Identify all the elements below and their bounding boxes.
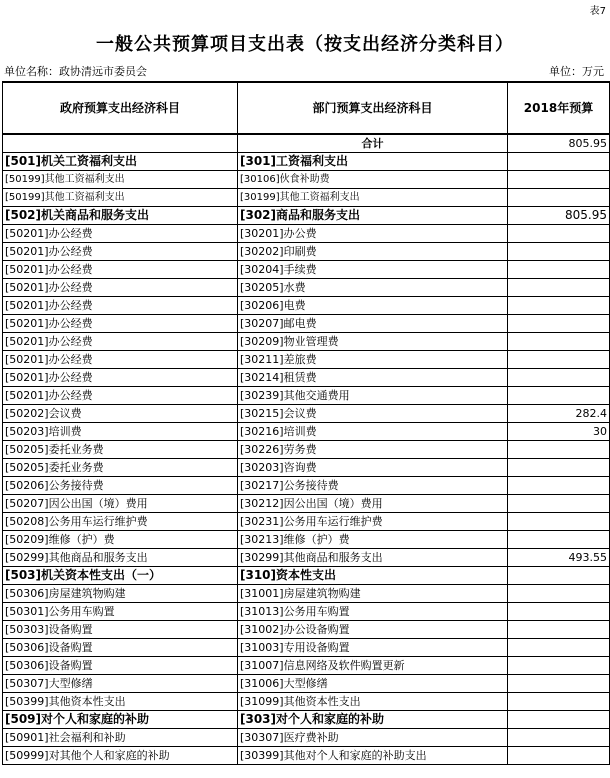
budget-amount-cell xyxy=(508,387,610,405)
dept-subject-cell: [303]对个人和家庭的补助 xyxy=(238,711,508,729)
budget-amount-cell: 282.4 xyxy=(508,405,610,423)
gov-subject-cell: [50201]办公经费 xyxy=(3,297,238,315)
budget-amount-cell xyxy=(508,567,610,585)
budget-amount-cell xyxy=(508,351,610,369)
dept-subject-cell: [30212]因公出国（境）费用 xyxy=(238,495,508,513)
table-row xyxy=(3,171,610,189)
dept-subject-cell: [30215]会议费 xyxy=(238,405,508,423)
gov-subject-cell: [50201]办公经费 xyxy=(3,333,238,351)
gov-subject-cell: [50201]办公经费 xyxy=(3,315,238,333)
dept-subject-cell: [30214]租赁费 xyxy=(238,369,508,387)
budget-amount-cell xyxy=(508,657,610,675)
table-row xyxy=(3,369,610,387)
page-title: 一般公共预算项目支出表（按支出经济分类科目） xyxy=(96,34,514,55)
gov-subject-cell: [50306]房屋建筑物购建 xyxy=(3,585,238,603)
dept-subject-cell: [30226]劳务费 xyxy=(238,441,508,459)
gov-subject-cell: [502]机关商品和服务支出 xyxy=(3,207,238,225)
dept-subject-cell: [31006]大型修缮 xyxy=(238,675,508,693)
table-row xyxy=(3,297,610,315)
table-row xyxy=(3,243,610,261)
total-blank xyxy=(3,134,238,153)
gov-subject-cell: [50206]公务接待费 xyxy=(3,477,238,495)
gov-subject-cell: [50201]办公经费 xyxy=(3,279,238,297)
gov-subject-cell: [50208]公务用车运行维护费 xyxy=(3,513,238,531)
gov-subject-cell: [50399]其他资本性支出 xyxy=(3,693,238,711)
gov-subject-cell: [50201]办公经费 xyxy=(3,387,238,405)
gov-subject-cell: [501]机关工资福利支出 xyxy=(3,153,238,171)
dept-subject-cell: [31013]公务用车购置 xyxy=(238,603,508,621)
table-row xyxy=(3,333,610,351)
table-row xyxy=(3,585,610,603)
budget-table xyxy=(2,81,610,765)
budget-amount-cell xyxy=(508,747,610,765)
gov-subject-cell: [50306]设备购置 xyxy=(3,657,238,675)
table-row xyxy=(3,189,610,207)
table-row xyxy=(3,495,610,513)
dept-subject-cell: [302]商品和服务支出 xyxy=(238,207,508,225)
dept-subject-cell: [30211]差旅费 xyxy=(238,351,508,369)
unit-currency: 单位：万元 xyxy=(549,65,604,78)
budget-amount-cell xyxy=(508,621,610,639)
dept-subject-cell: [30217]公务接待费 xyxy=(238,477,508,495)
gov-subject-cell: [50199]其他工资福利支出 xyxy=(3,171,238,189)
gov-subject-cell: [50303]设备购置 xyxy=(3,621,238,639)
dept-subject-cell: [30202]印刷费 xyxy=(238,243,508,261)
budget-amount-cell xyxy=(508,189,610,207)
gov-subject-cell: [50205]委托业务费 xyxy=(3,459,238,477)
dept-subject-cell: [30205]水费 xyxy=(238,279,508,297)
dept-subject-cell: [31001]房屋建筑物购建 xyxy=(238,585,508,603)
table-row xyxy=(3,639,610,657)
dept-subject-cell: [30199]其他工资福利支出 xyxy=(238,189,508,207)
dept-subject-cell: [30299]其他商品和服务支出 xyxy=(238,549,508,567)
budget-amount-cell xyxy=(508,279,610,297)
table-row xyxy=(3,459,610,477)
table-row xyxy=(3,747,610,765)
budget-amount-cell xyxy=(508,531,610,549)
table-number: 表7 xyxy=(589,6,606,17)
dept-subject-cell: [30216]培训费 xyxy=(238,423,508,441)
budget-amount-cell xyxy=(508,315,610,333)
budget-amount-cell xyxy=(508,297,610,315)
budget-amount-cell xyxy=(508,477,610,495)
budget-amount-cell xyxy=(508,225,610,243)
category-row xyxy=(3,711,610,729)
dept-subject-cell: [30231]公务用车运行维护费 xyxy=(238,513,508,531)
header-budget-2018: 2018年预算 xyxy=(508,82,610,134)
table-row xyxy=(3,279,610,297)
table-row xyxy=(3,513,610,531)
table-row xyxy=(3,621,610,639)
gov-subject-cell: [50209]维修（护）费 xyxy=(3,531,238,549)
table-row xyxy=(3,549,610,567)
budget-amount-cell xyxy=(508,729,610,747)
gov-subject-cell: [50201]办公经费 xyxy=(3,261,238,279)
total-amount: 805.95 xyxy=(508,134,610,153)
category-row xyxy=(3,207,610,225)
table-row xyxy=(3,387,610,405)
table-row xyxy=(3,657,610,675)
gov-subject-cell: [50207]因公出国（境）费用 xyxy=(3,495,238,513)
table-row xyxy=(3,261,610,279)
dept-subject-cell: [30399]其他对个人和家庭的补助支出 xyxy=(238,747,508,765)
budget-amount-cell xyxy=(508,603,610,621)
table-row xyxy=(3,441,610,459)
dept-subject-cell: [30213]维修（护）费 xyxy=(238,531,508,549)
budget-amount-cell xyxy=(508,693,610,711)
budget-amount-cell xyxy=(508,675,610,693)
header-gov-subject: 政府预算支出经济科目 xyxy=(3,82,238,134)
dept-subject-cell: [30201]办公费 xyxy=(238,225,508,243)
header-dept-subject: 部门预算支出经济科目 xyxy=(238,82,508,134)
budget-amount-cell xyxy=(508,171,610,189)
table-row xyxy=(3,693,610,711)
dept-subject-cell: [30239]其他交通费用 xyxy=(238,387,508,405)
category-row xyxy=(3,153,610,171)
budget-amount-cell xyxy=(508,495,610,513)
table-row xyxy=(3,315,610,333)
table-row xyxy=(3,531,610,549)
dept-subject-cell: [30209]物业管理费 xyxy=(238,333,508,351)
budget-amount-cell: 805.95 xyxy=(508,207,610,225)
budget-amount-cell: 30 xyxy=(508,423,610,441)
dept-subject-cell: [30106]伙食补助费 xyxy=(238,171,508,189)
table-header-row xyxy=(3,82,610,134)
gov-subject-cell: [50201]办公经费 xyxy=(3,369,238,387)
budget-amount-cell xyxy=(508,261,610,279)
gov-subject-cell: [50201]办公经费 xyxy=(3,225,238,243)
budget-amount-cell xyxy=(508,513,610,531)
dept-subject-cell: [301]工资福利支出 xyxy=(238,153,508,171)
dept-subject-cell: [31099]其他资本性支出 xyxy=(238,693,508,711)
table-row xyxy=(3,675,610,693)
gov-subject-cell: [509]对个人和家庭的补助 xyxy=(3,711,238,729)
dept-subject-cell: [30204]手续费 xyxy=(238,261,508,279)
table-row xyxy=(3,423,610,441)
category-row xyxy=(3,567,610,585)
gov-subject-cell: [50201]办公经费 xyxy=(3,351,238,369)
table-row xyxy=(3,225,610,243)
table-row xyxy=(3,603,610,621)
total-label: 合计 xyxy=(238,134,508,153)
gov-subject-cell: [50203]培训费 xyxy=(3,423,238,441)
dept-subject-cell: [30203]咨询费 xyxy=(238,459,508,477)
dept-subject-cell: [30307]医疗费补助 xyxy=(238,729,508,747)
table-row xyxy=(3,729,610,747)
dept-subject-cell: [31002]办公设备购置 xyxy=(238,621,508,639)
dept-subject-cell: [31007]信息网络及软件购置更新 xyxy=(238,657,508,675)
budget-amount-cell xyxy=(508,333,610,351)
gov-subject-cell: [50201]办公经费 xyxy=(3,243,238,261)
budget-amount-cell xyxy=(508,153,610,171)
gov-subject-cell: [503]机关资本性支出（一） xyxy=(3,567,238,585)
gov-subject-cell: [50199]其他工资福利支出 xyxy=(3,189,238,207)
budget-amount-cell: 493.55 xyxy=(508,549,610,567)
gov-subject-cell: [50307]大型修缮 xyxy=(3,675,238,693)
unit-name: 单位名称：政协清远市委员会 xyxy=(4,65,147,78)
budget-amount-cell xyxy=(508,243,610,261)
budget-amount-cell xyxy=(508,585,610,603)
dept-subject-cell: [30206]电费 xyxy=(238,297,508,315)
gov-subject-cell: [50301]公务用车购置 xyxy=(3,603,238,621)
budget-amount-cell xyxy=(508,639,610,657)
gov-subject-cell: [50202]会议费 xyxy=(3,405,238,423)
dept-subject-cell: [31003]专用设备购置 xyxy=(238,639,508,657)
budget-amount-cell xyxy=(508,441,610,459)
table-row xyxy=(3,351,610,369)
gov-subject-cell: [50299]其他商品和服务支出 xyxy=(3,549,238,567)
table-row xyxy=(3,405,610,423)
dept-subject-cell: [310]资本性支出 xyxy=(238,567,508,585)
budget-amount-cell xyxy=(508,369,610,387)
gov-subject-cell: [50205]委托业务费 xyxy=(3,441,238,459)
budget-amount-cell xyxy=(508,459,610,477)
gov-subject-cell: [50999]对其他个人和家庭的补助 xyxy=(3,747,238,765)
table-row xyxy=(3,477,610,495)
dept-subject-cell: [30207]邮电费 xyxy=(238,315,508,333)
gov-subject-cell: [50306]设备购置 xyxy=(3,639,238,657)
budget-amount-cell xyxy=(508,711,610,729)
gov-subject-cell: [50901]社会福利和补助 xyxy=(3,729,238,747)
total-row xyxy=(3,134,610,153)
